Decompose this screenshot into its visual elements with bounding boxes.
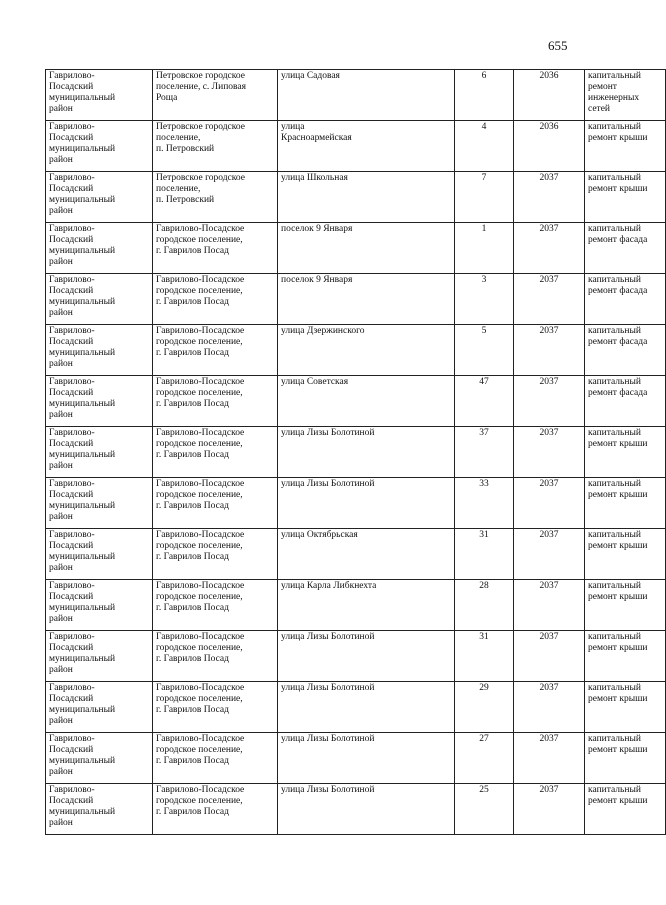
street-cell: улица Советская: [278, 376, 455, 427]
house-number-cell: 29: [455, 682, 514, 733]
settlement-cell: Гаврилово-Посадское городское поселение, г. Гаврилов Посад: [153, 529, 278, 580]
settlement-cell: Гаврилово-Посадское городское поселение, г. Гаврилов Посад: [153, 784, 278, 835]
table-row: [46, 70, 666, 121]
district-cell: Гаврилово- Посадский муниципальный район: [46, 172, 153, 223]
settlement-cell: Гаврилово-Посадское городское поселение, г. Гаврилов Посад: [153, 682, 278, 733]
year-cell: 2037: [514, 478, 585, 529]
district-cell: Гаврилово- Посадский муниципальный район: [46, 274, 153, 325]
work-type-cell: капитальный ремонт крыши: [585, 121, 666, 172]
settlement-cell: Гаврилово-Посадское городское поселение, г. Гаврилов Посад: [153, 274, 278, 325]
district-cell: Гаврилово- Посадский муниципальный район: [46, 580, 153, 631]
table-row: [46, 529, 666, 580]
year-cell: 2037: [514, 784, 585, 835]
table-row: [46, 631, 666, 682]
district-cell: Гаврилово- Посадский муниципальный район: [46, 121, 153, 172]
year-cell: 2037: [514, 172, 585, 223]
work-type-cell: капитальный ремонт крыши: [585, 478, 666, 529]
table-row: [46, 121, 666, 172]
house-number-cell: 47: [455, 376, 514, 427]
house-number-cell: 25: [455, 784, 514, 835]
settlement-cell: Гаврилово-Посадское городское поселение, г. Гаврилов Посад: [153, 325, 278, 376]
district-cell: Гаврилово- Посадский муниципальный район: [46, 784, 153, 835]
street-cell: улица Лизы Болотиной: [278, 427, 455, 478]
settlement-cell: Гаврилово-Посадское городское поселение, г. Гаврилов Посад: [153, 427, 278, 478]
work-type-cell: капитальный ремонт крыши: [585, 529, 666, 580]
settlement-cell: Петровское городское поселение, п. Петровский: [153, 172, 278, 223]
year-cell: 2036: [514, 70, 585, 121]
table-row: [46, 172, 666, 223]
district-cell: Гаврилово- Посадский муниципальный район: [46, 682, 153, 733]
house-number-cell: 31: [455, 529, 514, 580]
table-row: [46, 580, 666, 631]
table-row: [46, 274, 666, 325]
table-row: [46, 376, 666, 427]
street-cell: улица Школьная: [278, 172, 455, 223]
year-cell: 2037: [514, 529, 585, 580]
district-cell: Гаврилово- Посадский муниципальный район: [46, 376, 153, 427]
street-cell: улица Лизы Болотиной: [278, 733, 455, 784]
street-cell: поселок 9 Января: [278, 274, 455, 325]
house-number-cell: 31: [455, 631, 514, 682]
house-number-cell: 7: [455, 172, 514, 223]
year-cell: 2037: [514, 376, 585, 427]
table-row: [46, 427, 666, 478]
repair-schedule-table: [45, 69, 666, 835]
table-row: [46, 223, 666, 274]
street-cell: поселок 9 Января: [278, 223, 455, 274]
year-cell: 2037: [514, 223, 585, 274]
street-cell: улица Красноармейская: [278, 121, 455, 172]
street-cell: улица Карла Либкнехта: [278, 580, 455, 631]
district-cell: Гаврилово- Посадский муниципальный район: [46, 478, 153, 529]
district-cell: Гаврилово- Посадский муниципальный район: [46, 427, 153, 478]
house-number-cell: 5: [455, 325, 514, 376]
table-row: [46, 682, 666, 733]
table-row: [46, 733, 666, 784]
work-type-cell: капитальный ремонт инженерных сетей: [585, 70, 666, 121]
house-number-cell: 4: [455, 121, 514, 172]
house-number-cell: 6: [455, 70, 514, 121]
settlement-cell: Петровское городское поселение, с. Липовая Роща: [153, 70, 278, 121]
house-number-cell: 27: [455, 733, 514, 784]
settlement-cell: Гаврилово-Посадское городское поселение, г. Гаврилов Посад: [153, 376, 278, 427]
table-row: [46, 784, 666, 835]
settlement-cell: Гаврилово-Посадское городское поселение, г. Гаврилов Посад: [153, 733, 278, 784]
work-type-cell: капитальный ремонт крыши: [585, 784, 666, 835]
house-number-cell: 1: [455, 223, 514, 274]
year-cell: 2037: [514, 682, 585, 733]
work-type-cell: капитальный ремонт крыши: [585, 631, 666, 682]
year-cell: 2037: [514, 427, 585, 478]
work-type-cell: капитальный ремонт фасада: [585, 376, 666, 427]
year-cell: 2037: [514, 274, 585, 325]
work-type-cell: капитальный ремонт крыши: [585, 427, 666, 478]
settlement-cell: Гаврилово-Посадское городское поселение, г. Гаврилов Посад: [153, 478, 278, 529]
table-row: [46, 325, 666, 376]
street-cell: улица Дзержинского: [278, 325, 455, 376]
settlement-cell: Гаврилово-Посадское городское поселение, г. Гаврилов Посад: [153, 223, 278, 274]
district-cell: Гаврилово- Посадский муниципальный район: [46, 70, 153, 121]
district-cell: Гаврилово- Посадский муниципальный район: [46, 529, 153, 580]
work-type-cell: капитальный ремонт крыши: [585, 733, 666, 784]
house-number-cell: 3: [455, 274, 514, 325]
house-number-cell: 37: [455, 427, 514, 478]
district-cell: Гаврилово- Посадский муниципальный район: [46, 325, 153, 376]
table-row: [46, 478, 666, 529]
work-type-cell: капитальный ремонт фасада: [585, 325, 666, 376]
settlement-cell: Петровское городское поселение, п. Петровский: [153, 121, 278, 172]
page-number: 655: [548, 38, 568, 53]
year-cell: 2037: [514, 733, 585, 784]
year-cell: 2037: [514, 580, 585, 631]
work-type-cell: капитальный ремонт фасада: [585, 223, 666, 274]
year-cell: 2036: [514, 121, 585, 172]
table-body: [46, 70, 666, 835]
street-cell: улица Лизы Болотиной: [278, 631, 455, 682]
work-type-cell: капитальный ремонт крыши: [585, 580, 666, 631]
district-cell: Гаврилово- Посадский муниципальный район: [46, 631, 153, 682]
street-cell: улица Октябрьская: [278, 529, 455, 580]
work-type-cell: капитальный ремонт крыши: [585, 682, 666, 733]
year-cell: 2037: [514, 631, 585, 682]
settlement-cell: Гаврилово-Посадское городское поселение, г. Гаврилов Посад: [153, 631, 278, 682]
house-number-cell: 28: [455, 580, 514, 631]
district-cell: Гаврилово- Посадский муниципальный район: [46, 223, 153, 274]
settlement-cell: Гаврилово-Посадское городское поселение, г. Гаврилов Посад: [153, 580, 278, 631]
street-cell: улица Лизы Болотиной: [278, 784, 455, 835]
street-cell: улица Лизы Болотиной: [278, 478, 455, 529]
street-cell: улица Садовая: [278, 70, 455, 121]
work-type-cell: капитальный ремонт фасада: [585, 274, 666, 325]
district-cell: Гаврилово- Посадский муниципальный район: [46, 733, 153, 784]
house-number-cell: 33: [455, 478, 514, 529]
street-cell: улица Лизы Болотиной: [278, 682, 455, 733]
year-cell: 2037: [514, 325, 585, 376]
work-type-cell: капитальный ремонт крыши: [585, 172, 666, 223]
